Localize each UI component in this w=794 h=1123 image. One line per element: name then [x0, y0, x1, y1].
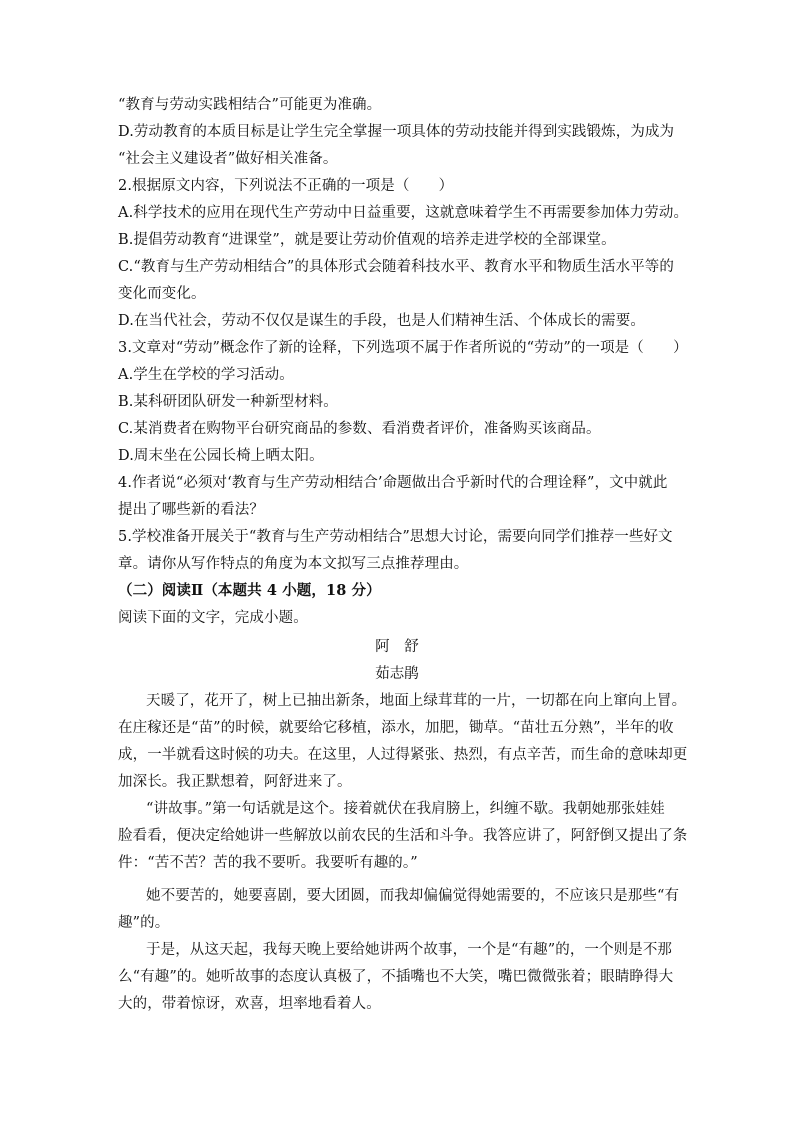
option-a-line: A.学生在学校的学习活动。	[118, 367, 294, 383]
article-author: 茹志鹃	[375, 666, 419, 682]
text-line: 变化而变化。	[118, 286, 206, 302]
section-heading: （二）阅读Ⅱ（本题共 4 小题，18 分）	[118, 582, 381, 599]
option-a-line: A.科学技术的应用在现代生产劳动中日益重要，这就意味着学生不再需要参加体力劳动。	[118, 205, 689, 221]
paragraph-line: 脸看看，便决定给她讲一些解放以前农民的生活和斗争。我答应讲了，阿舒倒又提出了条	[118, 828, 688, 844]
option-c-line: C.“教育与生产劳动相结合”的具体形式会随着科技水平、教育水平和物质生活水平等的	[118, 259, 675, 275]
instruction-text: 阅读下面的文字，完成小题。	[118, 610, 308, 626]
paragraph-line: “讲故事。”第一句话就是这个。接着就伏在我肩膀上，纠缠不歇。我朝她那张娃娃	[146, 801, 665, 817]
option-d-line: D.在当代社会，劳动不仅仅是谋生的手段，也是人们精神生活、个体成长的需要。	[118, 313, 645, 329]
option-d-line: D.周末坐在公园长椅上晒太阳。	[118, 448, 324, 464]
paragraph-line: 么“有趣”的。她听故事的态度认真极了，不插嘴也不大笑，嘴巴微微张着；眼睛睁得大	[118, 969, 674, 985]
question-2: 2.根据原文内容，下列说法不正确的一项是（ ）	[118, 178, 454, 194]
paragraph-line: 在庄稼还是“苗”的时候，就要给它移植，添水，加肥，锄草。“苗壮五分熟”，半年的收	[118, 720, 674, 736]
question-4: 4.作者说“必须对‘教育与生产劳动相结合’命题做出合乎新时代的合理诠释”，文中就此	[118, 475, 668, 491]
paragraph-line: 于是，从这天起，我每天晚上要给她讲两个故事，一个是“有趣”的，一个则是不那	[146, 942, 673, 958]
text-line: 章。请你从写作特点的角度为本文拟写三点推荐理由。	[118, 556, 469, 572]
text-line: 提出了哪些新的看法？	[118, 502, 264, 518]
question-3: 3.文章对“劳动”概念作了新的诠释，下列选项不属于作者所说的“劳动”的一项是（ ）	[118, 340, 688, 356]
option-b-line: B.某科研团队研发一种新型材料。	[118, 394, 338, 410]
text-line: “教育与劳动实践相结合”可能更为准确。	[118, 97, 382, 113]
paragraph-line: 她不要苦的，她要喜剧，要大团圆，而我却偏偏觉得她需要的，不应该只是那些“有	[146, 888, 680, 904]
question-5: 5.学校准备开展关于“教育与生产劳动相结合”思想大讨论，需要向同学们推荐一些好文	[118, 529, 673, 545]
option-c-line: C.某消费者在购物平台研究商品的参数、看消费者评价，准备购买该商品。	[118, 421, 601, 437]
paragraph-line: 趣”的。	[118, 915, 170, 931]
paragraph-line: 成，一半就看这时候的功夫。在这里，人过得紧张、热烈，有点辛苦，而生命的意味却更	[118, 747, 688, 763]
paragraph-line: 天暖了，花开了，树上已抽出新条，地面上绿茸茸的一片，一切都在向上窜向上冒。	[146, 693, 687, 709]
option-d-line: D.劳动教育的本质目标是让学生完全掌握一项具体的劳动技能并得到实践锻炼，为成为	[118, 124, 675, 140]
text-line: “社会主义建设者”做好相关准备。	[118, 151, 338, 167]
paragraph-line: 大的，带着惊讶，欢喜，坦率地看着人。	[118, 996, 381, 1012]
option-b-line: B.提倡劳动教育“进课堂”，就是要让劳动价值观的培养走进学校的全部课堂。	[118, 232, 616, 248]
paragraph-line: 加深长。我正默想着，阿舒进来了。	[118, 774, 352, 790]
paragraph-line: 件：“苦不苦？苦的我不要听。我要听有趣的。”	[118, 855, 418, 871]
article-title: 阿 舒	[375, 639, 419, 655]
